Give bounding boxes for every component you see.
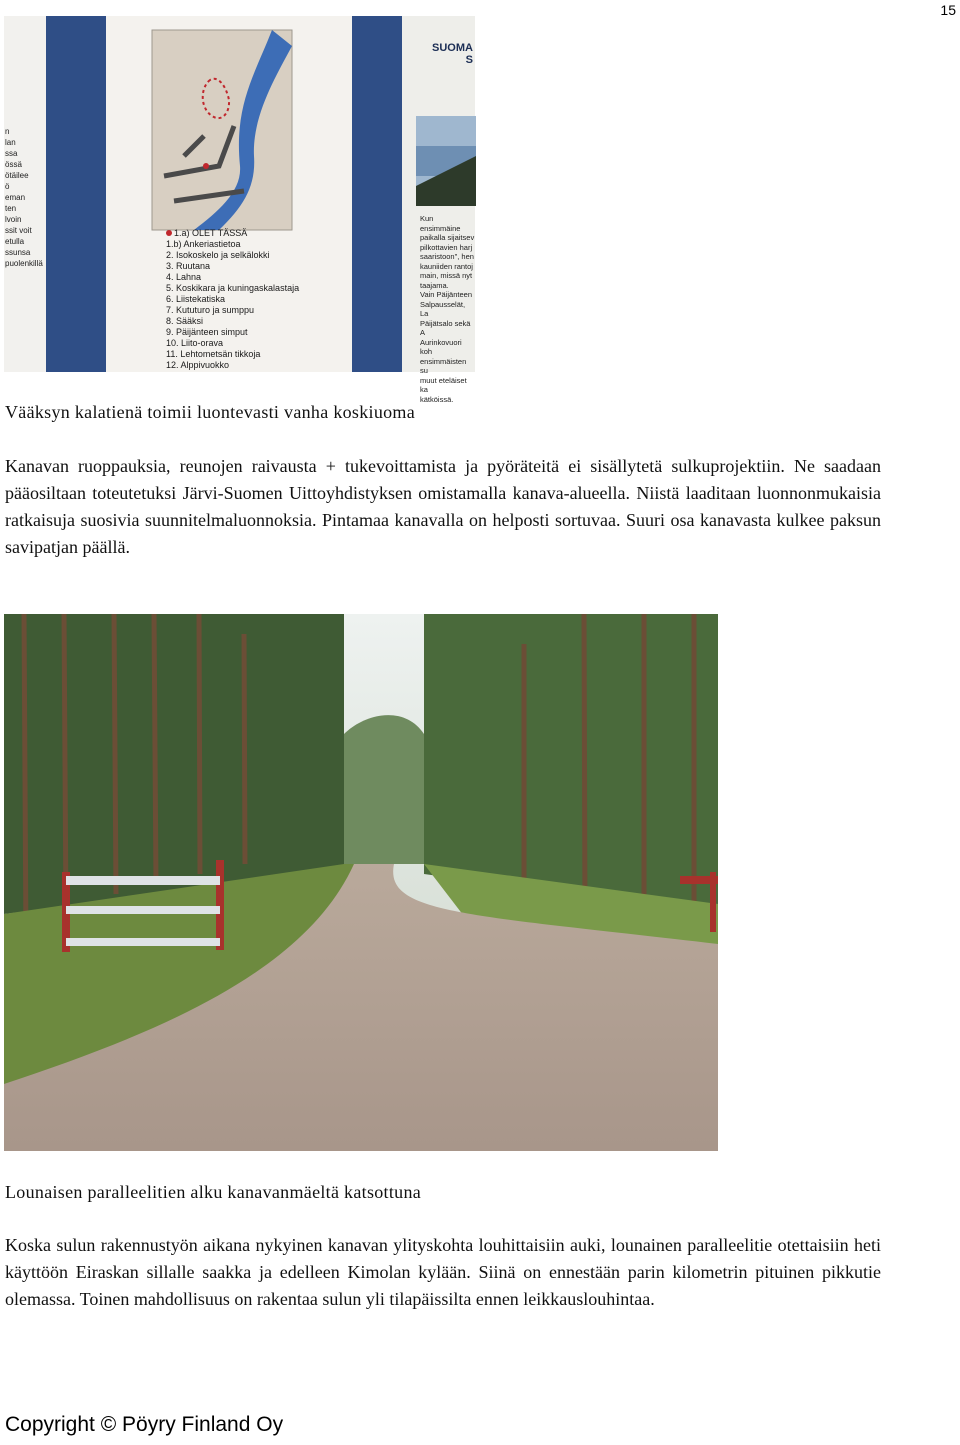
board-lake-image	[416, 116, 476, 206]
board-right-text: Kun ensimmäine paikalla sijaitsev pilkottavien harj saaristoon", hen kauniiden rantoj main, missä nyt taajama. Vain Päijänteen Salpausselät, La Päijätsalo sekä A Aurinkovuori koh ensimmäisten su muut eteläiset ka kätköissä.	[420, 214, 475, 404]
photo-caption: Vääksyn kalatienä toimii luontevasti vanha koskiuoma	[5, 402, 416, 422]
info-board-photo	[4, 16, 475, 404]
copyright-footer: Copyright © Pöyry Finland Oy	[5, 1413, 284, 1436]
forest-left	[4, 614, 344, 914]
forest-road-illustration	[4, 614, 718, 1151]
page-number: 15	[940, 2, 956, 18]
body-paragraph: Koska sulun rakennustyön aikana nykyinen kanavan ylityskohta louhittaisiin auki, lounainen paralleelitie otettaisiin heti käyttöön Eiraskan sillalle saakka ja edelleen Kimolan kylään. Siinä on ennestään parin kilometrin pituinen pikkutie olemassa. Toinen mahdollisuus on rakentaa sulun yli tilapäissilta ennen leikkauslouhintaa.	[5, 1235, 881, 1309]
forest-road-photo	[4, 614, 718, 1151]
map-you-are-here	[203, 163, 209, 169]
body-paragraph: Kanavan ruoppauksia, reunojen raivausta + tukevoittamista ja pyöräteitä ei sisällytetä sulkuprojektiin. Ne saadaan pääosiltaan toteutetuksi Järvi-Suomen Uittoyhdistyksen omistamalla kanava-alueella. Niistä laaditaan luonnonmukaisia ratkaisuja suosivia suunnitelmaluonnoksia. Pintamaa kanavalla on helposti sortuvaa. Suuri osa kanavasta kulkee paksun savipatjan päällä.	[5, 456, 881, 557]
board-blue-stripe-right	[352, 16, 402, 372]
map-legend: 1.a) OLET TÄSSÄ 1.b) Ankeriastietoa 2. Isokoskelo ja selkälokki 3. Ruutana 4. Lahna 5. Koskikara ja kuningaskalastaja 6. Liistekatiska 7. Kututuro ja sumppu 8. Sääksi 9. Päijänteen simput 10. Liito-orava 11. Lehtometsän tikkoja 12. Alppivuokko	[166, 228, 300, 370]
board-title-fragment: SUOMA S	[432, 42, 473, 66]
photo-caption: Lounaisen paralleelitien alku kanavanmäeltä katsottuna	[5, 1182, 422, 1202]
forest-right	[424, 614, 718, 914]
board-left-text: n lan ssa össä ötäilee ö eman ten lvoin ssit voit etulla ssunsa puolenkillä	[5, 127, 43, 268]
